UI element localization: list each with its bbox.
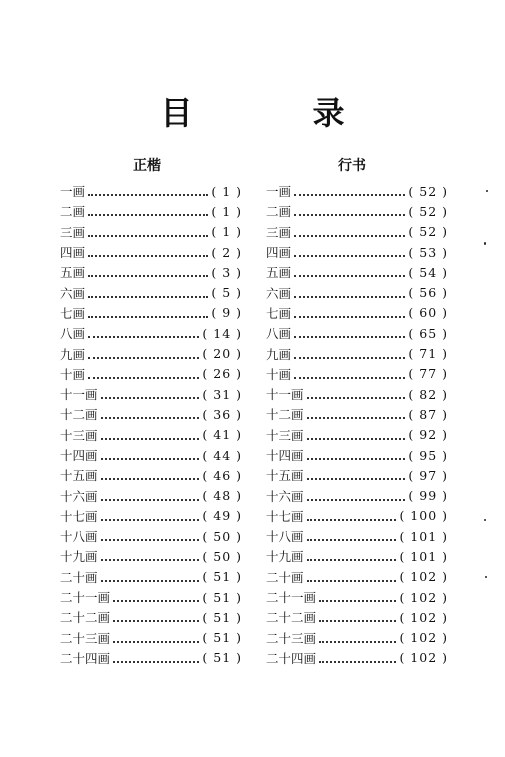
toc-entry <box>266 587 448 607</box>
toc-entry-label: 二十四画 <box>266 650 317 666</box>
dot-leader <box>319 659 396 663</box>
toc-entry-page-number: ( 2 ) <box>211 244 242 260</box>
toc-entry-page-number: ( 41 ) <box>202 427 242 443</box>
toc-entry-page-number: ( 49 ) <box>202 508 242 524</box>
dot-leader <box>294 355 405 359</box>
toc-entry-page-number: ( 36 ) <box>202 406 242 422</box>
toc-entry-label: 四画 <box>266 245 292 261</box>
dot-leader <box>307 557 397 561</box>
dot-leader <box>307 517 397 521</box>
dot-leader <box>101 476 200 480</box>
toc-entry-label: 十七画 <box>266 508 304 524</box>
toc-entry-page-number: ( 71 ) <box>408 346 448 362</box>
dot-leader <box>113 618 199 622</box>
dot-leader <box>101 415 200 419</box>
toc-entry-label: 十四画 <box>60 448 98 463</box>
dot-leader <box>88 334 199 338</box>
toc-entry-label: 二十二画 <box>60 610 111 626</box>
toc-entry-page-number: ( 101 ) <box>399 548 448 564</box>
toc-entry-page-number: ( 48 ) <box>202 488 242 504</box>
toc-entry <box>266 222 448 242</box>
dot-leader <box>294 233 405 237</box>
dot-leader <box>294 273 405 277</box>
toc-entry <box>60 222 242 242</box>
dot-leader <box>319 639 396 643</box>
dot-leader <box>319 598 396 602</box>
toc-entry <box>60 526 242 546</box>
toc-entry <box>60 445 242 465</box>
toc-entry <box>266 364 448 384</box>
dot-leader <box>307 578 397 582</box>
toc-entry-label: 二十一画 <box>60 590 111 606</box>
toc-entry-page-number: ( 77 ) <box>408 366 448 382</box>
toc-entry <box>266 242 448 262</box>
toc-entry-page-number: ( 102 ) <box>399 569 448 585</box>
toc-entry <box>60 242 242 262</box>
scan-speck <box>484 242 486 245</box>
toc-entry-page-number: ( 44 ) <box>202 447 242 463</box>
toc-entry-page-number: ( 51 ) <box>202 630 242 646</box>
toc-entry-label: 九画 <box>60 346 86 362</box>
dot-leader <box>294 212 405 216</box>
toc-entry-label: 十九画 <box>60 549 98 565</box>
dot-leader <box>101 497 200 501</box>
toc-entry-label: 十一画 <box>60 387 98 403</box>
toc-entry <box>266 262 448 282</box>
toc-entry-page-number: ( 60 ) <box>408 305 448 321</box>
toc-entry <box>60 546 242 566</box>
toc-entry <box>60 465 242 485</box>
toc-entry-label: 十一画 <box>266 387 304 403</box>
toc-entry <box>60 587 242 607</box>
toc-entry <box>60 364 242 384</box>
toc-entry-label: 一画 <box>266 184 292 200</box>
dot-leader <box>88 212 208 216</box>
dot-leader <box>101 456 200 460</box>
scan-speck <box>484 519 486 521</box>
toc-entry <box>266 567 448 587</box>
toc-entry <box>266 181 448 201</box>
toc-entry-page-number: ( 51 ) <box>202 650 242 666</box>
scan-speck <box>486 190 488 192</box>
toc-entry <box>266 485 448 505</box>
toc-entry-page-number: ( 52 ) <box>408 224 448 240</box>
toc-entry <box>60 262 242 282</box>
dot-leader <box>307 436 406 440</box>
toc-entry-page-number: ( 95 ) <box>408 447 448 463</box>
dot-leader <box>307 415 406 419</box>
toc-entry <box>266 384 448 404</box>
dot-leader <box>319 618 396 622</box>
dot-leader <box>101 517 200 521</box>
toc-entry-label: 三画 <box>60 224 86 240</box>
dot-leader <box>88 192 208 196</box>
toc-entry-label: 十三画 <box>60 427 98 443</box>
toc-entry-label: 八画 <box>60 326 86 342</box>
toc-entry-label: 十五画 <box>266 468 304 484</box>
dot-leader <box>307 395 406 399</box>
dot-leader <box>307 456 406 460</box>
toc-entry-label: 七画 <box>60 305 86 321</box>
toc-entry <box>266 282 448 302</box>
toc-list-kaishu <box>60 181 242 668</box>
dot-leader <box>294 334 405 338</box>
dot-leader <box>88 294 208 298</box>
toc-entry-label: 十四画 <box>266 448 304 463</box>
toc-entry-label: 十二画 <box>266 407 304 423</box>
toc-entry-page-number: ( 50 ) <box>202 548 242 564</box>
toc-entry-label: 八画 <box>266 326 292 342</box>
toc-entry-label: 十六画 <box>60 488 98 504</box>
dot-leader <box>113 639 199 643</box>
toc-entry-page-number: ( 99 ) <box>408 488 448 504</box>
toc-entry-page-number: ( 31 ) <box>202 386 242 402</box>
toc-entry-label: 二十画 <box>266 569 304 585</box>
toc-entry-label: 十二画 <box>60 407 98 423</box>
dot-leader <box>88 314 208 318</box>
toc-entry-label: 二十三画 <box>60 630 111 646</box>
toc-entry-label: 五画 <box>266 265 292 281</box>
toc-entry-label: 十五画 <box>60 468 98 484</box>
dot-leader <box>294 314 405 318</box>
toc-entry-page-number: ( 20 ) <box>202 346 242 362</box>
toc-entry <box>60 485 242 505</box>
dot-leader <box>307 497 406 501</box>
column-heading-xingshu: 行书 <box>338 158 366 174</box>
toc-entry <box>60 282 242 302</box>
toc-list-xingshu <box>266 181 448 668</box>
toc-entry <box>266 323 448 343</box>
toc-entry <box>266 445 448 465</box>
toc-entry-label: 二十三画 <box>266 630 317 646</box>
dot-leader <box>294 253 405 257</box>
toc-entry-page-number: ( 92 ) <box>408 427 448 443</box>
dot-leader <box>101 436 200 440</box>
toc-entry-label: 四画 <box>60 245 86 261</box>
toc-entry-label: 二十画 <box>60 569 98 585</box>
toc-entry-page-number: ( 102 ) <box>399 630 448 646</box>
toc-entry-label: 十画 <box>60 366 86 382</box>
dot-leader <box>294 192 405 196</box>
toc-entry-page-number: ( 26 ) <box>202 366 242 382</box>
dot-leader <box>294 375 405 379</box>
toc-entry-label: 二画 <box>60 204 86 220</box>
toc-entry-page-number: ( 102 ) <box>399 589 448 605</box>
dot-leader <box>307 476 406 480</box>
toc-entry-page-number: ( 5 ) <box>211 285 242 301</box>
toc-entry <box>60 323 242 343</box>
toc-entry <box>60 201 242 221</box>
toc-entry-page-number: ( 53 ) <box>408 244 448 260</box>
toc-entry <box>60 506 242 526</box>
toc-entry-page-number: ( 1 ) <box>211 183 242 199</box>
page-title: 目 录 <box>160 94 389 132</box>
dot-leader <box>88 355 199 359</box>
scan-speck <box>485 576 487 578</box>
toc-entry-page-number: ( 87 ) <box>408 406 448 422</box>
dot-leader <box>113 598 199 602</box>
dot-leader <box>88 253 208 257</box>
toc-entry-page-number: ( 100 ) <box>399 508 448 524</box>
toc-entry <box>60 425 242 445</box>
toc-entry-label: 十六画 <box>266 488 304 504</box>
toc-entry-page-number: ( 52 ) <box>408 203 448 219</box>
toc-entry <box>266 303 448 323</box>
dot-leader <box>307 537 397 541</box>
toc-entry <box>60 404 242 424</box>
toc-entry <box>266 201 448 221</box>
toc-entry <box>266 546 448 566</box>
dot-leader <box>101 578 200 582</box>
toc-entry-page-number: ( 65 ) <box>408 325 448 341</box>
toc-entry-page-number: ( 46 ) <box>202 467 242 483</box>
dot-leader <box>88 273 208 277</box>
toc-entry-label: 六画 <box>60 285 86 301</box>
toc-entry <box>266 506 448 526</box>
toc-entry <box>60 628 242 648</box>
dot-leader <box>101 395 200 399</box>
toc-entry-page-number: ( 54 ) <box>408 264 448 280</box>
toc-entry-label: 十七画 <box>60 508 98 524</box>
toc-entry-page-number: ( 9 ) <box>211 305 242 321</box>
toc-entry <box>60 181 242 201</box>
toc-entry-label: 十八画 <box>266 529 304 545</box>
toc-entry <box>60 648 242 668</box>
toc-entry-page-number: ( 51 ) <box>202 569 242 585</box>
dot-leader <box>88 375 199 379</box>
toc-entry-label: 十三画 <box>266 427 304 443</box>
toc-entry-label: 九画 <box>266 346 292 362</box>
toc-entry-page-number: ( 56 ) <box>408 285 448 301</box>
toc-entry-label: 六画 <box>266 285 292 301</box>
toc-entry-label: 十八画 <box>60 529 98 545</box>
toc-entry-page-number: ( 102 ) <box>399 650 448 666</box>
toc-entry <box>266 526 448 546</box>
toc-entry <box>266 425 448 445</box>
toc-entry-page-number: ( 3 ) <box>211 264 242 280</box>
toc-entry-page-number: ( 101 ) <box>399 528 448 544</box>
toc-entry <box>266 343 448 363</box>
toc-entry-page-number: ( 50 ) <box>202 528 242 544</box>
toc-entry-page-number: ( 14 ) <box>202 325 242 341</box>
toc-entry-label: 七画 <box>266 305 292 321</box>
toc-entry-label: 二十四画 <box>60 650 111 666</box>
toc-entry-label: 一画 <box>60 184 86 200</box>
toc-entry-label: 二十二画 <box>266 610 317 626</box>
toc-entry-label: 五画 <box>60 265 86 281</box>
toc-entry-page-number: ( 102 ) <box>399 609 448 625</box>
toc-entry-label: 二画 <box>266 204 292 220</box>
toc-entry-page-number: ( 97 ) <box>408 467 448 483</box>
toc-entry <box>266 648 448 668</box>
dot-leader <box>113 659 199 663</box>
toc-entry-page-number: ( 52 ) <box>408 183 448 199</box>
column-heading-kaishu: 正楷 <box>133 158 161 174</box>
toc-entry <box>60 343 242 363</box>
toc-entry <box>60 303 242 323</box>
toc-entry-page-number: ( 1 ) <box>211 224 242 240</box>
dot-leader <box>101 537 200 541</box>
toc-entry-label: 二十一画 <box>266 590 317 606</box>
toc-entry-page-number: ( 82 ) <box>408 386 448 402</box>
toc-entry <box>60 384 242 404</box>
toc-entry <box>266 628 448 648</box>
dot-leader <box>101 557 200 561</box>
toc-entry-label: 十九画 <box>266 549 304 565</box>
toc-entry-label: 三画 <box>266 224 292 240</box>
toc-entry-page-number: ( 51 ) <box>202 589 242 605</box>
toc-entry-label: 十画 <box>266 366 292 382</box>
toc-entry-page-number: ( 51 ) <box>202 609 242 625</box>
toc-entry <box>60 567 242 587</box>
toc-entry <box>266 607 448 627</box>
toc-entry <box>60 607 242 627</box>
toc-entry <box>266 465 448 485</box>
toc-entry <box>266 404 448 424</box>
dot-leader <box>88 233 208 237</box>
toc-entry-page-number: ( 1 ) <box>211 203 242 219</box>
dot-leader <box>294 294 405 298</box>
